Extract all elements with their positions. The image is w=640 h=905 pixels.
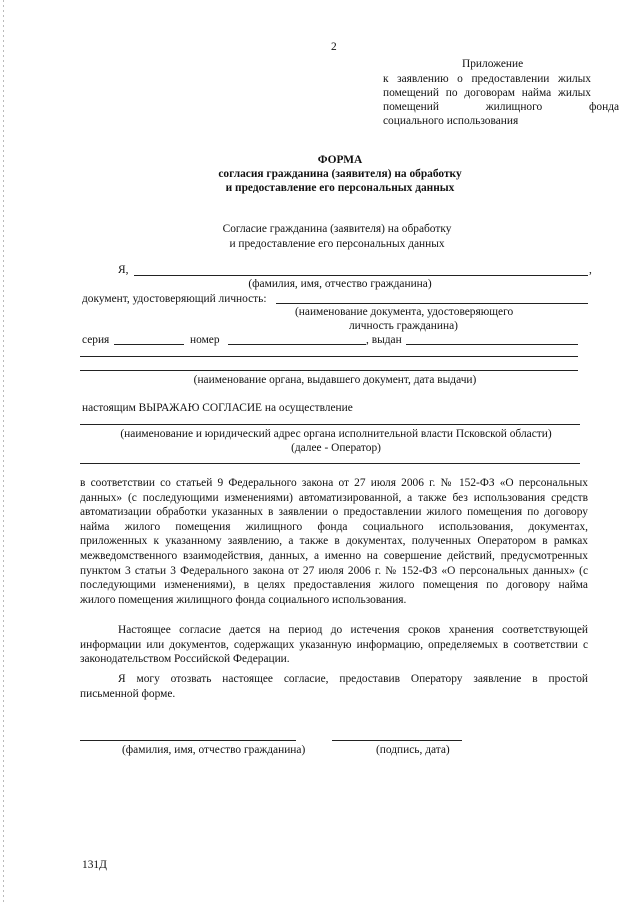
paragraph-line: законодательством Российской Федерации. <box>80 653 290 666</box>
operator-caption: (далее - Оператор) <box>291 442 381 454</box>
form-subtitle-line: согласия гражданина (заявителя) на обработку <box>218 168 462 180</box>
paragraph-line: жилого помещения жилищного фонда социального использования. <box>80 593 407 606</box>
document-caption: личность гражданина) <box>349 320 458 332</box>
form-title: ФОРМА <box>317 154 363 166</box>
issuer-line <box>80 356 578 357</box>
nomer-line <box>228 344 366 345</box>
paragraph-period <box>80 623 588 667</box>
vydan-line <box>406 344 578 345</box>
appendix-line: помещений по договорам найма жилых <box>383 87 591 99</box>
consent-title-line: и предоставление его персональных данных <box>229 238 445 250</box>
paragraph-line: данных» (с последующими изменениями) автоматизированной, а также без использования средств <box>80 491 588 504</box>
paragraph-legal-basis <box>80 476 588 607</box>
consent-title-line: Согласие гражданина (заявителя) на обработку <box>222 223 452 235</box>
document-label: документ, удостоверяющий личность: <box>82 293 267 305</box>
paragraph-line: автоматизации обработки указанных в заявлении о предоставлении жилого помещения по договору <box>80 506 588 519</box>
seria-line <box>114 344 184 345</box>
signature-fio-caption: (фамилия, имя, отчество гражданина) <box>122 744 306 756</box>
paragraph-line: информации или документов, содержащих указанную информацию, определяемых в соответствии с <box>80 638 588 651</box>
fio-line <box>134 275 588 276</box>
appendix-line: к заявлению о предоставлении жилых <box>383 73 591 85</box>
ya-label: Я, <box>118 264 129 276</box>
issuer-caption: (наименование органа, выдавшего документ, дата выдачи) <box>193 374 477 386</box>
document-line <box>276 303 588 304</box>
vydan-label: , выдан <box>366 334 402 346</box>
paragraph-line: приложенных к указанному заявлению, а также в документах, полученных Оператором в рамках <box>80 535 588 548</box>
appendix-line: Приложение <box>462 58 524 70</box>
operator-caption: (наименование и юридический адрес органа исполнительной власти Псковской области) <box>120 428 552 440</box>
nomer-label: номер <box>190 334 220 346</box>
paragraph-line: найма жилого помещения жилищного фонда социального использования, документах, <box>80 520 588 533</box>
agree-text: настоящим ВЫРАЖАЮ СОГЛАСИЕ на осуществление <box>82 402 353 414</box>
paragraph-revoke <box>80 672 588 701</box>
paragraph-line: в соответствии со статьей 9 Федерального закона от 27 июля 2006 г. № 152-ФЗ «О персональных <box>80 477 588 489</box>
operator-line <box>80 463 580 464</box>
signature-caption: (подпись, дата) <box>376 744 450 756</box>
paragraph-line: письменной форме. <box>80 687 176 700</box>
signature-line <box>332 740 462 741</box>
paragraph-line: последующими изменениями), в целях предоставления жилого помещения по договору найма <box>80 579 588 592</box>
footer-code: 131Д <box>82 859 107 871</box>
signature-fio-line <box>80 740 296 741</box>
fio-comma: , <box>589 264 592 276</box>
paragraph-line: межведомственного взаимодействия, данных, а именно на совершение действий, предусмотренных <box>80 549 588 562</box>
form-subtitle-line: и предоставление его персональных данных <box>225 182 455 194</box>
paragraph-line: Настоящее согласие дается на период до истечения сроков хранения соответствующей <box>118 624 588 636</box>
page-number: 2 <box>331 41 337 53</box>
paragraph-line: Я могу отозвать настоящее согласие, предоставив Оператору заявление в простой <box>118 673 588 685</box>
document-caption: (наименование документа, удостоверяющего <box>295 306 514 318</box>
issuer-line <box>80 370 578 371</box>
appendix-line: социального использования <box>383 115 519 127</box>
appendix-line: помещений жилищного фонда <box>383 101 620 113</box>
seria-label: серия <box>82 334 110 346</box>
fio-caption: (фамилия, имя, отчество гражданина) <box>248 278 432 290</box>
operator-line <box>80 424 580 425</box>
paragraph-line: пунктом 3 статьи 3 Федерального закона от 27 июля 2006 г. № 152-ФЗ «О персональных данных» (с <box>80 564 588 577</box>
